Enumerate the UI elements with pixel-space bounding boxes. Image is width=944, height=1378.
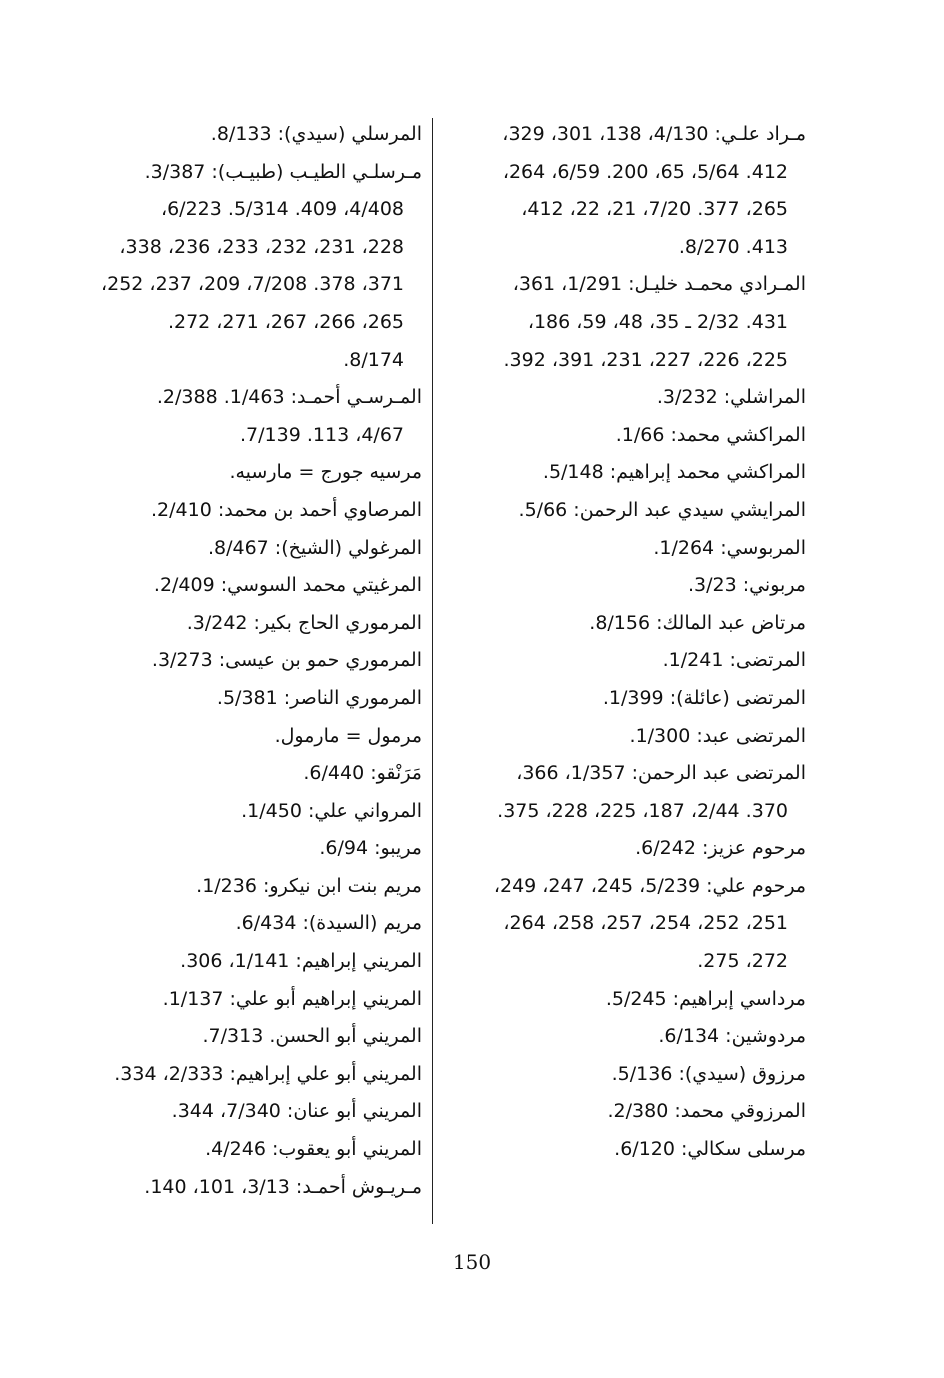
- index-entry: المريني أبو عنان: 7/340، 344.: [171, 1100, 422, 1123]
- index-entry-continuation: 225، 226، 227، 231، 391، 392.: [503, 348, 788, 371]
- index-entry: المرتضى: 1/241.: [662, 649, 806, 672]
- index-entry-continuation: 371، 378. 7/208، 209، 237، 252،: [100, 273, 404, 296]
- page-number: 150: [452, 1250, 492, 1274]
- index-entry: مريم بنت ابن نيكرو: 1/236.: [196, 874, 422, 897]
- index-entry: مرزوق (سيدي): 5/136.: [611, 1062, 806, 1085]
- index-entry-continuation: 8/174.: [343, 348, 404, 371]
- column-divider: [432, 118, 433, 1224]
- index-entry: مريم (السيدة): 6/434.: [235, 912, 422, 935]
- index-entry: المريني إبراهيم أبو علي: 1/137.: [162, 987, 422, 1010]
- index-entry: مرداسي إبراهيم: 5/245.: [605, 987, 806, 1010]
- index-entry-continuation: 265، 377. 7/20، 21، 22، 412،: [521, 198, 788, 221]
- index-entry: المربوسي: 1/264.: [653, 536, 806, 559]
- index-entry: المـرادي محمـد خليـل: 1/291، 361،: [512, 273, 806, 296]
- index-entry: المرغيتي محمد السوسي: 2/409.: [153, 574, 422, 597]
- index-entry: المرصاوي أحمد بن محمد: 2/410.: [150, 498, 422, 521]
- index-entry: مرحوم علي: 5/239، 245، 247، 249،: [493, 874, 806, 897]
- index-entry: المراشلي: 3/232.: [656, 386, 806, 409]
- index-column-right: [434, 116, 806, 1169]
- index-entry: المراكشي محمد إبراهيم: 5/148.: [542, 461, 806, 484]
- index-entry: المرواني علي: 1/450.: [241, 799, 422, 822]
- index-entry-continuation: 413. 8/270.: [678, 235, 788, 258]
- index-entry: المرزوقي محمد: 2/380.: [607, 1100, 806, 1123]
- index-entry: مربوني: 3/23.: [687, 574, 806, 597]
- index-entry-continuation: 4/67، 113. 7/139.: [239, 423, 404, 446]
- index-entry-continuation: 4/408، 409. 5/314. 6/223،: [160, 198, 404, 221]
- index-entry: المرغولي (الشيخ): 8/467.: [207, 536, 422, 559]
- index-entry: المرتضى عبد: 1/300.: [629, 724, 806, 747]
- index-entry: المراكشي محمد: 1/66.: [615, 423, 806, 446]
- index-entry-continuation: 251، 252، 254، 257، 258، 264،: [503, 912, 788, 935]
- index-entry-continuation: 265، 266، 267، 271، 272.: [167, 310, 404, 333]
- index-entry: المريني أبو علي إبراهيم: 2/333، 334.: [114, 1062, 422, 1085]
- index-entry: المرموري حمو بن عيسى: 3/273.: [151, 649, 422, 672]
- index-entry: المرتضى (عائلة): 1/399.: [602, 686, 806, 709]
- index-entry: مرتاض عبد المالك: 8/156.: [589, 611, 806, 634]
- index-entry: مـرسلـي الطيـب (طبيـب): 3/387.: [144, 160, 422, 183]
- index-entry: مرسيه جورج = مارسيه.: [229, 461, 422, 484]
- index-entry: المريني أبو يعقوب: 4/246.: [205, 1138, 422, 1161]
- index-entry: مـراد علـي: 4/130، 138، 301، 329،: [502, 123, 806, 145]
- index-entry: مرسلى سكالي: 6/120.: [614, 1138, 806, 1161]
- index-entry-continuation: 228، 231، 232، 233، 236، 338،: [119, 235, 404, 258]
- index-entry: المرموري الحاج بكير: 3/242.: [186, 611, 422, 634]
- index-entry: مـريـوش أحمـد: 3/13، 101، 140.: [144, 1175, 422, 1198]
- index-entry: مَرَنْقو: 6/440.: [303, 762, 422, 785]
- index-entry: مردوشين: 6/134.: [658, 1025, 806, 1048]
- index-entry-continuation: 412. 5/64، 65، 200. 6/59، 264،: [502, 160, 788, 183]
- index-entry: المريني إبراهيم: 1/141، 306.: [180, 950, 422, 973]
- index-entry-continuation: 431. 2/32 ـ 35، 48، 59، 186،: [527, 310, 788, 333]
- index-entry: مرمول = مارمول.: [274, 724, 422, 747]
- index-entry: المرموري الناصر: 5/381.: [216, 686, 422, 709]
- index-entry-continuation: 370. 2/44، 187، 225، 228، 375.: [497, 799, 788, 822]
- index-entry: المريني أبو الحسن. 7/313.: [202, 1025, 422, 1048]
- index-entry: مريبو: 6/94.: [319, 837, 422, 860]
- index-entry: المـرسـي أحمـد: 1/463. 2/388.: [156, 386, 422, 409]
- index-entry: المرايشي سيدي عبد الرحمن: 5/66.: [518, 498, 806, 521]
- index-entry-continuation: 272، 275.: [697, 950, 788, 973]
- index-entry: المرتضى عبد الرحمن: 1/357، 366،: [516, 762, 806, 785]
- index-entry: مرحوم عزيز: 6/242.: [635, 837, 806, 860]
- index-column-left: [50, 116, 422, 1206]
- index-entry: المرسلي (سيدي): 8/133.: [210, 123, 422, 145]
